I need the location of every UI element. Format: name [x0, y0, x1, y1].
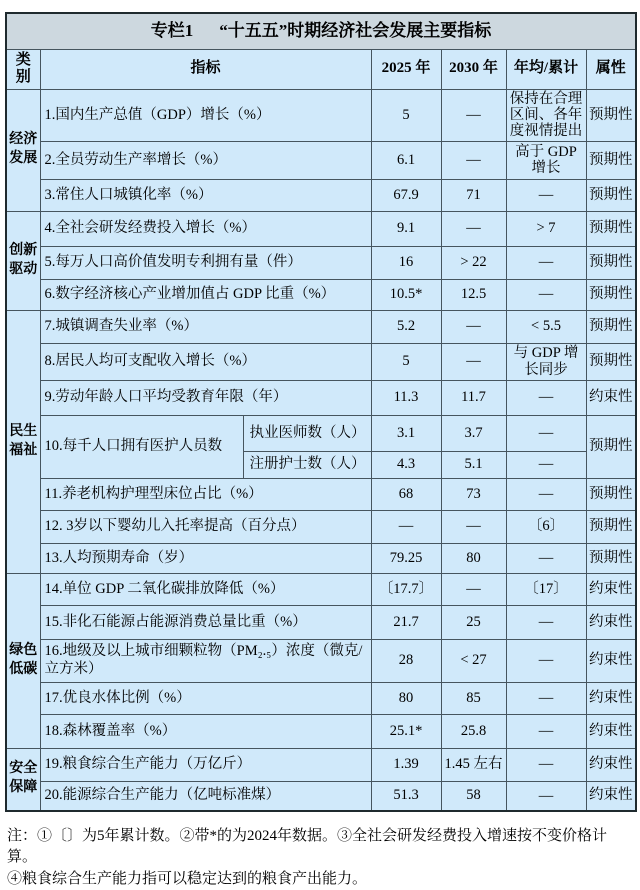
category-cell-economy: 经济发展 [6, 89, 40, 211]
indicator-cell: 15.非化石能源占能源消费总量比重（%） [40, 605, 371, 639]
col-header-category: 类别 [6, 49, 40, 89]
value-2025: 6.1 [371, 141, 441, 179]
table-row [6, 714, 636, 748]
indicator-cell: 7.城镇调查失业率（%） [40, 310, 371, 343]
title-row [6, 13, 636, 49]
attribute-cell: 约束性 [586, 714, 636, 748]
attribute-cell: 预期性 [586, 246, 636, 279]
indicator-cell: 6.数字经济核心产业增加值占 GDP 比重（%） [40, 279, 371, 310]
value-2025: 9.1 [371, 211, 441, 246]
category-cell-green: 绿色低碳 [6, 573, 40, 748]
value-2025: — [371, 510, 441, 543]
value-avg: — [506, 415, 586, 451]
value-2030: — [441, 573, 506, 605]
value-2025: 11.3 [371, 380, 441, 415]
indicator-cell: 12. 3岁以下婴幼儿入托率提高（百分点） [40, 510, 371, 543]
value-avg: — [506, 781, 586, 811]
indicator-cell: 3.常住人口城镇化率（%） [40, 179, 371, 211]
value-2030: 5.1 [441, 451, 506, 478]
header-row [6, 49, 636, 89]
value-2030: 11.7 [441, 380, 506, 415]
table-row [6, 211, 636, 246]
value-2030: 58 [441, 781, 506, 811]
value-2025: 25.1* [371, 714, 441, 748]
value-2030: — [441, 310, 506, 343]
category-cell-security: 安全保障 [6, 748, 40, 811]
table-row [6, 543, 636, 573]
value-2025: 16 [371, 246, 441, 279]
category-cell-innovation: 创新驱动 [6, 211, 40, 310]
value-2025: 〔17.7〕 [371, 573, 441, 605]
footnote-line: 注：①〔〕为5年累计数。②带*的为2024年数据。③全社会研发经费投入增速按不变价格计算。 [7, 828, 608, 866]
box-label: 专栏1 [150, 21, 194, 41]
value-avg: — [506, 543, 586, 573]
value-2030: — [441, 510, 506, 543]
box-title [6, 13, 636, 49]
indicator-cell: 16.地级及以上城市细颗粒物（PM₂.₅）浓度（微克/立方米） [40, 639, 371, 682]
value-2025: 1.39 [371, 748, 441, 781]
value-2025: 5 [371, 343, 441, 380]
table-row [6, 781, 636, 811]
value-avg: 高于 GDP 增长 [506, 141, 586, 179]
attribute-cell: 约束性 [586, 748, 636, 781]
table-row [6, 510, 636, 543]
value-avg: — [506, 451, 586, 478]
col-header-indicator: 指标 [40, 49, 371, 89]
value-2025: 68 [371, 478, 441, 510]
indicator-cell: 11.养老机构护理型床位占比（%） [40, 478, 371, 510]
attribute-cell: 预期性 [586, 543, 636, 573]
table-row [6, 343, 636, 380]
indicator-cell: 5.每万人口高价值发明专利拥有量（件） [40, 246, 371, 279]
value-avg: — [506, 380, 586, 415]
value-avg: — [506, 179, 586, 211]
table-row [6, 310, 636, 343]
col-header-attr: 属性 [586, 49, 636, 89]
attribute-cell: 预期性 [586, 510, 636, 543]
value-2030: — [441, 343, 506, 380]
attribute-cell: 预期性 [586, 141, 636, 179]
value-2030: 25 [441, 605, 506, 639]
value-2025: 67.9 [371, 179, 441, 211]
sub-indicator-cell: 执业医师数（人） [243, 415, 371, 451]
col-header-2030: 2030 年 [441, 49, 506, 89]
value-2030: 25.8 [441, 714, 506, 748]
indicator-cell: 20.能源综合生产能力（亿吨标准煤） [40, 781, 371, 811]
value-2025: 51.3 [371, 781, 441, 811]
value-avg: — [506, 246, 586, 279]
box-title-text: “十五五”时期经济社会发展主要指标 [219, 21, 492, 41]
value-avg: 〔17〕 [506, 573, 586, 605]
value-avg: 保持在合理区间、各年度视情提出 [506, 89, 586, 141]
table-row [6, 89, 636, 141]
indicators-table [5, 12, 637, 812]
attribute-cell: 约束性 [586, 380, 636, 415]
table-row [6, 246, 636, 279]
value-2030: — [441, 141, 506, 179]
value-avg: — [506, 279, 586, 310]
value-2030: 71 [441, 179, 506, 211]
attribute-cell: 预期性 [586, 415, 636, 478]
attribute-cell: 约束性 [586, 605, 636, 639]
value-avg: > 7 [506, 211, 586, 246]
value-2030: — [441, 211, 506, 246]
table-row [6, 141, 636, 179]
value-2025: 79.25 [371, 543, 441, 573]
table-row [6, 415, 636, 451]
table-row [6, 682, 636, 714]
attribute-cell: 预期性 [586, 211, 636, 246]
indicator-cell: 4.全社会研发经费投入增长（%） [40, 211, 371, 246]
value-avg: — [506, 682, 586, 714]
value-2030: < 27 [441, 639, 506, 682]
value-2030: — [441, 89, 506, 141]
col-header-avg: 年均/累计 [506, 49, 586, 89]
indicator-cell: 1.国内生产总值（GDP）增长（%） [40, 89, 371, 141]
value-avg: < 5.5 [506, 310, 586, 343]
indicator-cell: 2.全员劳动生产率增长（%） [40, 141, 371, 179]
table-row [6, 478, 636, 510]
table-row [6, 639, 636, 682]
indicator-cell: 17.优良水体比例（%） [40, 682, 371, 714]
table-row [6, 573, 636, 605]
table-row [6, 380, 636, 415]
attribute-cell: 约束性 [586, 639, 636, 682]
indicator-cell: 13.人均预期寿命（岁） [40, 543, 371, 573]
value-avg: — [506, 478, 586, 510]
indicator-cell: 14.单位 GDP 二氧化碳排放降低（%） [40, 573, 371, 605]
indicator-cell: 8.居民人均可支配收入增长（%） [40, 343, 371, 380]
sub-indicator-cell: 注册护士数（人） [243, 451, 371, 478]
attribute-cell: 约束性 [586, 573, 636, 605]
attribute-cell: 预期性 [586, 89, 636, 141]
value-avg: — [506, 748, 586, 781]
value-2030: 85 [441, 682, 506, 714]
attribute-cell: 预期性 [586, 478, 636, 510]
attribute-cell: 预期性 [586, 343, 636, 380]
attribute-cell: 预期性 [586, 310, 636, 343]
value-avg: — [506, 605, 586, 639]
value-2025: 5.2 [371, 310, 441, 343]
value-avg: 〔6〕 [506, 510, 586, 543]
value-avg: 与 GDP 增长同步 [506, 343, 586, 380]
indicator-cell: 9.劳动年龄人口平均受教育年限（年） [40, 380, 371, 415]
indicator-cell: 19.粮食综合生产能力（万亿斤） [40, 748, 371, 781]
table-row [6, 748, 636, 781]
table-row [6, 279, 636, 310]
value-2025: 21.7 [371, 605, 441, 639]
table-row [6, 605, 636, 639]
value-2025: 3.1 [371, 415, 441, 451]
value-2025: 28 [371, 639, 441, 682]
category-cell-livelihood: 民生福祉 [6, 310, 40, 573]
footnotes [5, 826, 635, 890]
value-2030: 73 [441, 478, 506, 510]
attribute-cell: 预期性 [586, 179, 636, 211]
value-2025: 4.3 [371, 451, 441, 478]
attribute-cell: 约束性 [586, 682, 636, 714]
footnote-line: ④粮食综合生产能力指可以稳定达到的粮食产出能力。 [7, 870, 368, 887]
value-2030: 80 [441, 543, 506, 573]
value-2025: 10.5* [371, 279, 441, 310]
value-2025: 80 [371, 682, 441, 714]
col-header-2025: 2025 年 [371, 49, 441, 89]
value-avg: — [506, 639, 586, 682]
attribute-cell: 预期性 [586, 279, 636, 310]
value-2030: > 22 [441, 246, 506, 279]
indicator-cell: 10.每千人口拥有医护人员数 [40, 415, 243, 478]
indicator-cell: 18.森林覆盖率（%） [40, 714, 371, 748]
value-2030: 12.5 [441, 279, 506, 310]
value-avg: — [506, 714, 586, 748]
value-2030: 3.7 [441, 415, 506, 451]
value-2025: 5 [371, 89, 441, 141]
attribute-cell: 约束性 [586, 781, 636, 811]
table-row [6, 179, 636, 211]
value-2030: 1.45 左右 [441, 748, 506, 781]
